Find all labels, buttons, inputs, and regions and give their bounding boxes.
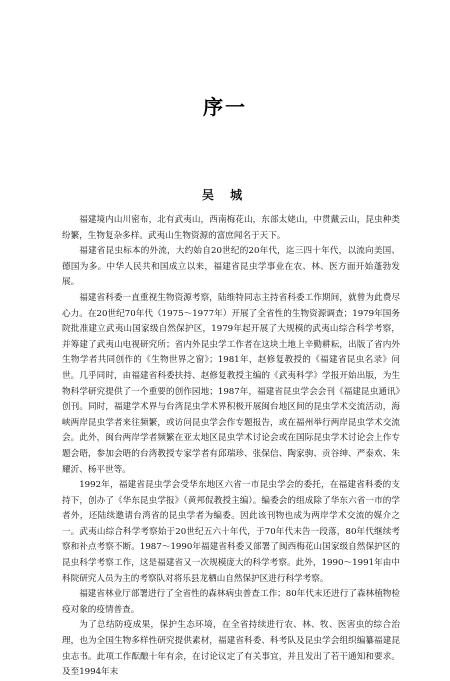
body-text — [62, 213, 400, 681]
paragraph: 福建省昆虫标本的外流，大约始自20世纪的20年代，迄三四十年代，以流向美国、德国为多。中华人民共和国成立以来，福建省昆虫学事业在农、林、医方面开始蓬勃发展。 — [62, 246, 400, 288]
paragraph: 1992年，福建省昆虫学会受华东地区六省一市昆虫学会的委托，在福建省科委的支持下，创办了《华东昆虫学报》（黄邦侃教授主编）。编委会的组成除了华东六省一市的学者外，还陆续邀请台湾省的昆虫学者为编委。因此该刊物也成为两岸学术交流的媒介之一。武夷山综合科学考察始于20世纪五六十年代，于70年代末告一段落，80年代继续考察和补点考察不断。1987～1990年福建省科委又部署了闽西梅花山国家级自然保护区的昆虫科学考察工作，这是福建省又一次规模庞大的科学考察。此外，1990～1991年由中科院研究人员为主的考察队对将乐县龙栖山自然保护区进行科学考察。 — [62, 480, 400, 584]
paragraph: 福建省科委一直重视生物资源考察，陆维特同志主持省科委工作期间，就曾为此费尽心力。在20世纪70年代（1975～1977年）开展了全省性的生物资源调查；1979年国务院批准建立武夷山国家级自然保护区，1979年起开展了大规模的武夷山综合科学考察，并筹建了武夷山电视研究所；省内外昆虫学工作者在这块土地上辛勤耕耘，出版了省内外生物学者共同创作的《生物世界之窗》；1981年，赵修复教授的《福建省昆虫名录》问世。几乎同时，由福建省科委扶持、赵修复教授主编的《武夷科学》学报开始出版，为生物科学研究提供了一个重要的创作园地；1987年，福建省昆虫学会会刊《福建昆虫通讯》创刊。同时，福建学术界与台湾昆虫学术界积极开展闽台地区间的昆虫学术交流活动，海峡两岸昆虫学者来往频繁，或访问昆虫学会作专题报告，或在福州举行两岸昆虫学术交流会。此外，闽台两岸学者频繁在亚太地区昆虫学术讨论会或在国际昆虫学术讨论会上作专题会晤，参加会晤的台湾教授专家学者有邱瑞珍、张保信、陶家驹、贡谷绅、严泰欢、朱耀沂、杨平世等。 — [62, 292, 400, 475]
author-name: 吴 城 — [201, 188, 249, 202]
paragraph: 福建省林业厅部署进行了全省性的森林病虫普查工作；80年代末还进行了森林植物检疫对象的疫情普查。 — [62, 589, 400, 615]
preface-title: 序一 — [203, 95, 247, 119]
paragraph: 为了总结防疫成果，保护生态环境，在全省持续进行农、林、牧、医害虫的综合治理，也为全国生物多样性研究提供素材，福建省科委、科考队及昆虫学会组织编纂福建昆虫志书。此项工作酝酿十年有余，在讨论议定了有关事宜，并且发出了若干通知和要求。及至1994年末 — [62, 620, 400, 678]
paragraph: 福建境内山川密布，北有武夷山，西南梅花山，东部太姥山，中贯戴云山，昆虫种类纷繁，生物复杂多样。武夷山生物资源的富庶闻名于天下。 — [62, 215, 400, 241]
